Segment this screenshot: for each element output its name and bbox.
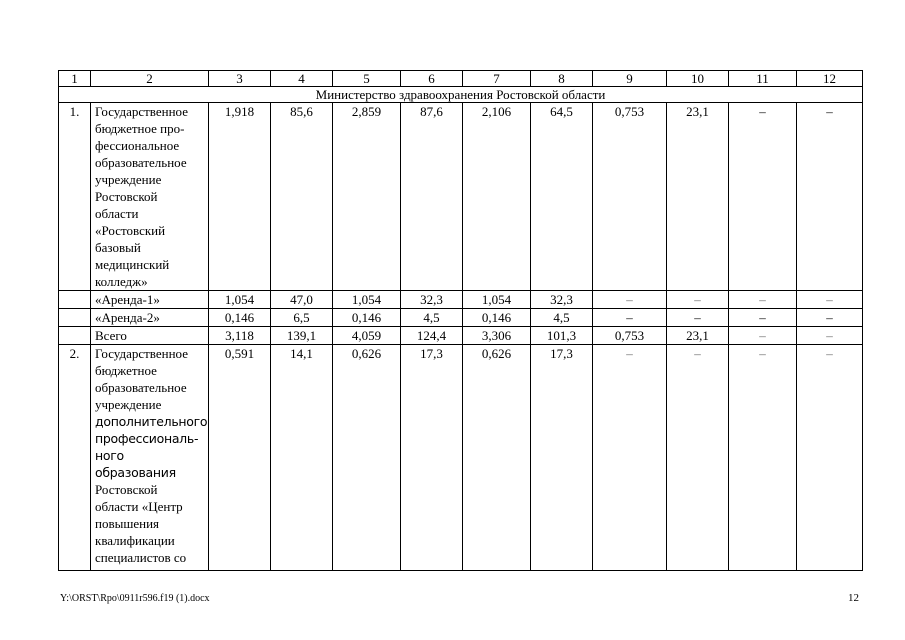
value-cell: –: [797, 309, 863, 327]
value-cell: 0,146: [209, 309, 271, 327]
column-number-row: [59, 71, 863, 87]
name-line: квалификации: [95, 533, 175, 548]
name-line: Ростовской: [95, 482, 158, 497]
value-cell: –: [593, 309, 667, 327]
value-cell: 1,054: [463, 291, 531, 309]
value-cell: 14,1: [271, 345, 333, 571]
row-number: [59, 327, 91, 345]
value-cell: –: [593, 345, 667, 571]
value-cell: –: [667, 309, 729, 327]
data-table: [58, 70, 863, 571]
table-row: [59, 103, 863, 291]
value-cell: 3,306: [463, 327, 531, 345]
name-line: дополнительного: [95, 414, 208, 429]
value-cell: –: [797, 103, 863, 291]
col-header: 7: [463, 71, 531, 87]
name-line: профессиональ-: [95, 431, 199, 446]
value-cell: 0,591: [209, 345, 271, 571]
table-row: [59, 345, 863, 571]
ministry-title: Министерство здравоохранения Ростовской области: [59, 87, 863, 103]
name-line: учреждение: [95, 172, 162, 187]
col-header: 4: [271, 71, 333, 87]
name-line: образовательное: [95, 155, 187, 170]
name-line: медицинский: [95, 257, 170, 272]
name-line: ного: [95, 448, 124, 463]
organization-name: Всего: [91, 327, 209, 345]
value-cell: 139,1: [271, 327, 333, 345]
value-cell: –: [729, 327, 797, 345]
name-line: бюджетное: [95, 363, 157, 378]
value-cell: 0,753: [593, 327, 667, 345]
row-number: 2.: [59, 345, 91, 571]
value-cell: 17,3: [531, 345, 593, 571]
value-cell: 0,146: [463, 309, 531, 327]
name-line: области: [95, 206, 139, 221]
ministry-row: [59, 87, 863, 103]
value-cell: 4,5: [401, 309, 463, 327]
value-cell: 23,1: [667, 103, 729, 291]
row-number: 1.: [59, 103, 91, 291]
value-cell: 2,859: [333, 103, 401, 291]
organization-name: «Аренда-2»: [91, 309, 209, 327]
value-cell: –: [729, 345, 797, 571]
organization-name: «Аренда-1»: [91, 291, 209, 309]
value-cell: –: [729, 103, 797, 291]
value-cell: –: [667, 291, 729, 309]
name-line: образования: [95, 465, 176, 480]
page-number: 12: [848, 592, 859, 604]
value-cell: 6,5: [271, 309, 333, 327]
name-line: фессиональное: [95, 138, 180, 153]
value-cell: 2,106: [463, 103, 531, 291]
value-cell: –: [729, 291, 797, 309]
value-cell: 85,6: [271, 103, 333, 291]
value-cell: 64,5: [531, 103, 593, 291]
value-cell: –: [797, 345, 863, 571]
value-cell: 17,3: [401, 345, 463, 571]
name-line: Государственное: [95, 104, 188, 119]
value-cell: 124,4: [401, 327, 463, 345]
value-cell: 32,3: [531, 291, 593, 309]
col-header: 5: [333, 71, 401, 87]
name-line: повышения: [95, 516, 160, 531]
organization-name: [91, 345, 209, 571]
col-header: 2: [91, 71, 209, 87]
row-number: [59, 309, 91, 327]
col-header: 6: [401, 71, 463, 87]
value-cell: 4,5: [531, 309, 593, 327]
value-cell: –: [593, 291, 667, 309]
value-cell: –: [797, 291, 863, 309]
value-cell: –: [797, 327, 863, 345]
col-header: 10: [667, 71, 729, 87]
table-row: [59, 327, 863, 345]
name-line: колледж»: [95, 274, 148, 289]
name-line: бюджетное про-: [95, 121, 185, 136]
value-cell: 1,054: [209, 291, 271, 309]
col-header: 11: [729, 71, 797, 87]
row-number: [59, 291, 91, 309]
name-line: базовый: [95, 240, 141, 255]
table-row: [59, 291, 863, 309]
value-cell: 3,118: [209, 327, 271, 345]
value-cell: 0,146: [333, 309, 401, 327]
value-cell: 87,6: [401, 103, 463, 291]
value-cell: 1,918: [209, 103, 271, 291]
col-header: 1: [59, 71, 91, 87]
name-line: специалистов со: [95, 550, 187, 565]
col-header: 8: [531, 71, 593, 87]
value-cell: 23,1: [667, 327, 729, 345]
value-cell: –: [667, 345, 729, 571]
name-line: учреждение: [95, 397, 162, 412]
value-cell: 4,059: [333, 327, 401, 345]
value-cell: 47,0: [271, 291, 333, 309]
name-line: Ростовской: [95, 189, 158, 204]
col-header: 3: [209, 71, 271, 87]
value-cell: 32,3: [401, 291, 463, 309]
name-line: Государственное: [95, 346, 188, 361]
name-line: «Ростовский: [95, 223, 166, 238]
value-cell: 0,753: [593, 103, 667, 291]
col-header: 9: [593, 71, 667, 87]
name-line: образовательное: [95, 380, 187, 395]
file-path: Y:\ORST\Rpo\0911r596.f19 (1).docx: [60, 593, 210, 604]
value-cell: 0,626: [333, 345, 401, 571]
organization-name: [91, 103, 209, 291]
value-cell: –: [729, 309, 797, 327]
table-row: [59, 309, 863, 327]
value-cell: 0,626: [463, 345, 531, 571]
col-header: 12: [797, 71, 863, 87]
value-cell: 101,3: [531, 327, 593, 345]
value-cell: 1,054: [333, 291, 401, 309]
name-line: области «Центр: [95, 499, 183, 514]
